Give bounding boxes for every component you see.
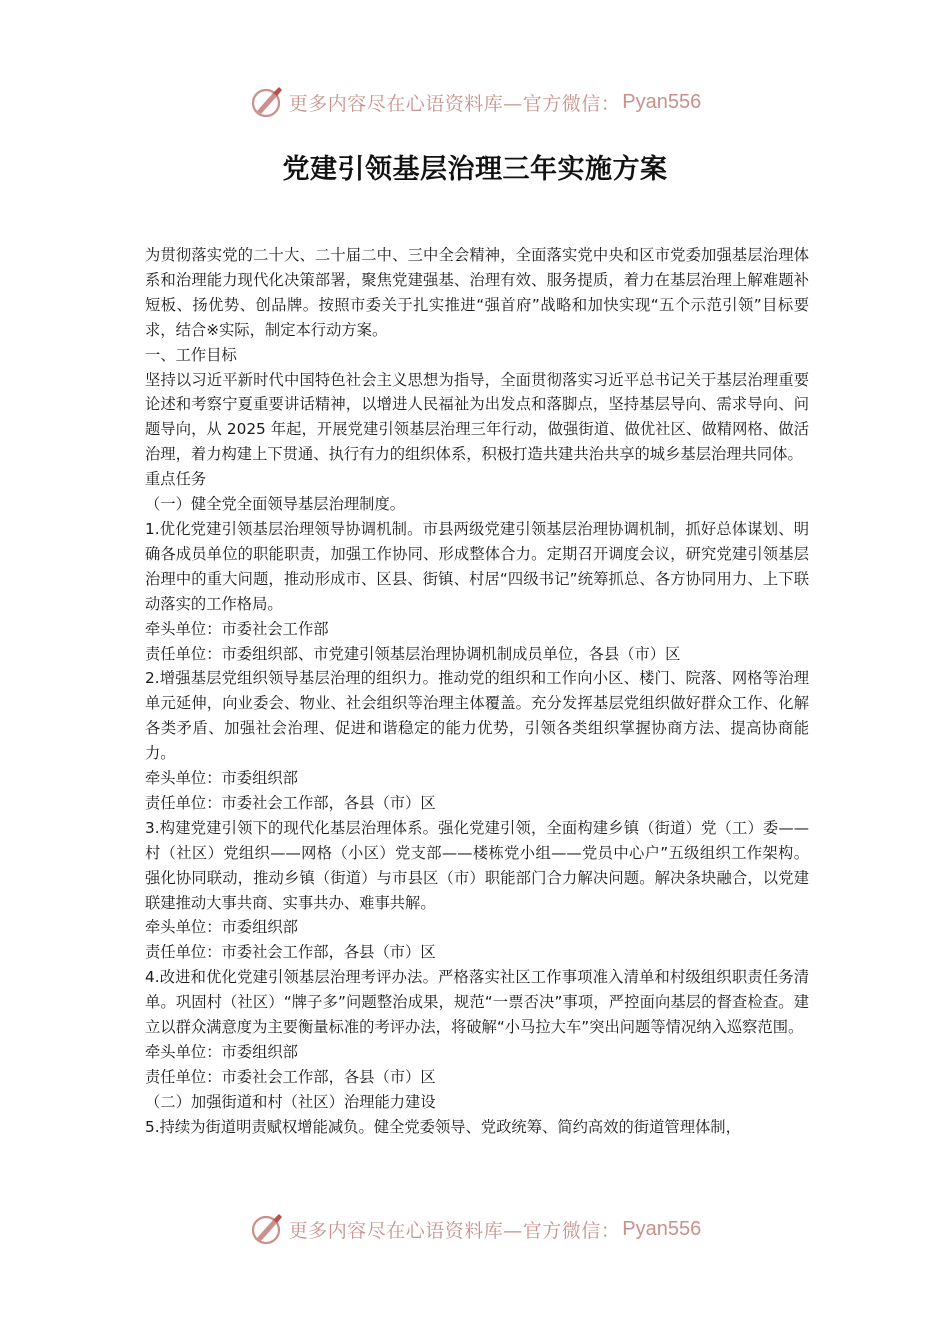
lead-unit-3: 牵头单位：市委组织部 (145, 918, 298, 937)
heading-key-tasks: 重点任务 (145, 470, 207, 489)
task-item-5: 5.持续为街道明责赋权增能减负。健全党委领导、党政统筹、简约高效的街道管理体制， (145, 1117, 741, 1136)
subheading-2: （二）加强街道和村（社区）治理能力建设 (145, 1092, 436, 1111)
footer-watermark-banner (0, 1207, 950, 1251)
pen-logo-icon (249, 1211, 285, 1247)
paragraph-intro: 为贯彻落实党的二十大、二十届二中、三中全会精神，全面落实党中央和区市党委加强基层治理体系和治理能力现代化决策部署，聚焦党建强基、治理有效、服务提质，着力在基层治理上解难题补短板、扬优势、创品牌。按照市委关于扎实推进“强首府”战略和加快实现“五个示范引领”目标要求，结合※实际，制定本行动方案。 (145, 246, 809, 339)
banner-text: 更多内容尽在心语资料库—官方微信： (288, 92, 621, 115)
responsible-unit-1: 责任单位：市委组织部、市党建引领基层治理协调机制成员单位，各县（市）区 (145, 644, 681, 663)
task-item-4: 4.改进和优化党建引领基层治理考评办法。严格落实社区工作事项准入清单和村级组织职责任务清单。巩固村（社区）“牌子多”问题整治成果，规范“一票否决”事项，严控面向基层的督查检查。建立以群众满意度为主要衡量标准的考评办法，将破解“小马拉大车”突出问题等情况纳入巡察范围。 (145, 968, 809, 1037)
document-title: 党建引领基层治理三年实施方案 (282, 154, 668, 185)
responsible-unit-2: 责任单位：市委社会工作部，各县（市）区 (145, 793, 436, 812)
banner-text: 更多内容尽在心语资料库—官方微信： (288, 1219, 621, 1242)
heading-goals: 一、工作目标 (145, 345, 237, 364)
pen-logo-icon (249, 84, 285, 120)
banner-wechat-id: Pyan556 (622, 1217, 702, 1240)
paragraph-goals: 坚持以习近平新时代中国特色社会主义思想为指导，全面贯彻落实习近平总书记关于基层治理重要论述和考察宁夏重要讲话精神，以增进人民福祉为出发点和落脚点，坚持基层导向、需求导向、问题导向，从 2025 年起，开展党建引领基层治理三年行动，做强街道、做优社区、做精网格、做活治理，着力构建上下贯通、执行有力的组织体系，积极打造共建共治共享的城乡基层治理共同体。 (145, 370, 809, 464)
responsible-unit-4: 责任单位：市委社会工作部，各县（市）区 (145, 1067, 436, 1086)
banner-wechat-id: Pyan556 (622, 90, 702, 113)
document-body (145, 243, 809, 1140)
task-item-3: 3.构建党建引领下的现代化基层治理体系。强化党建引领，全面构建乡镇（街道）党（工）委——村（社区）党组织——网格（小区）党支部——楼栋党小组——党员中心户”五级组织工作架构。强化协同联动，推动乡镇（街道）与市县区（市）职能部门合力解决问题。解决条块融合，以党建联建推动大事共商、实事共办、难事共解。 (145, 818, 809, 912)
responsible-unit-3: 责任单位：市委社会工作部，各县（市）区 (145, 943, 436, 962)
task-item-2: 2.增强基层党组织领导基层治理的组织力。推动党的组织和工作向小区、楼门、院落、网格等治理单元延伸，向业委会、物业、社会组织等治理主体覆盖。充分发挥基层党组织做好群众工作、化解各类矛盾、加强社会治理、促进和谐稳定的能力优势，引领各类组织掌握协商方法、提高协商能力。 (145, 669, 809, 763)
task-item-1: 1.优化党建引领基层治理领导协调机制。市县两级党建引领基层治理协调机制，抓好总体谋划、明确各成员单位的职能职责，加强工作协同、形成整体合力。定期召开调度会议，研究党建引领基层治理中的重大问题，推动形成市、区县、街镇、村居“四级书记”统筹抓总、各方协同用力、上下联动落实的工作格局。 (145, 519, 809, 613)
subheading-1: （一）健全党全面领导基层治理制度。 (145, 495, 406, 514)
lead-unit-2: 牵头单位：市委组织部 (145, 769, 298, 788)
header-watermark-banner (0, 80, 950, 124)
lead-unit-1: 牵头单位：市委社会工作部 (145, 619, 329, 638)
lead-unit-4: 牵头单位：市委组织部 (145, 1043, 298, 1061)
